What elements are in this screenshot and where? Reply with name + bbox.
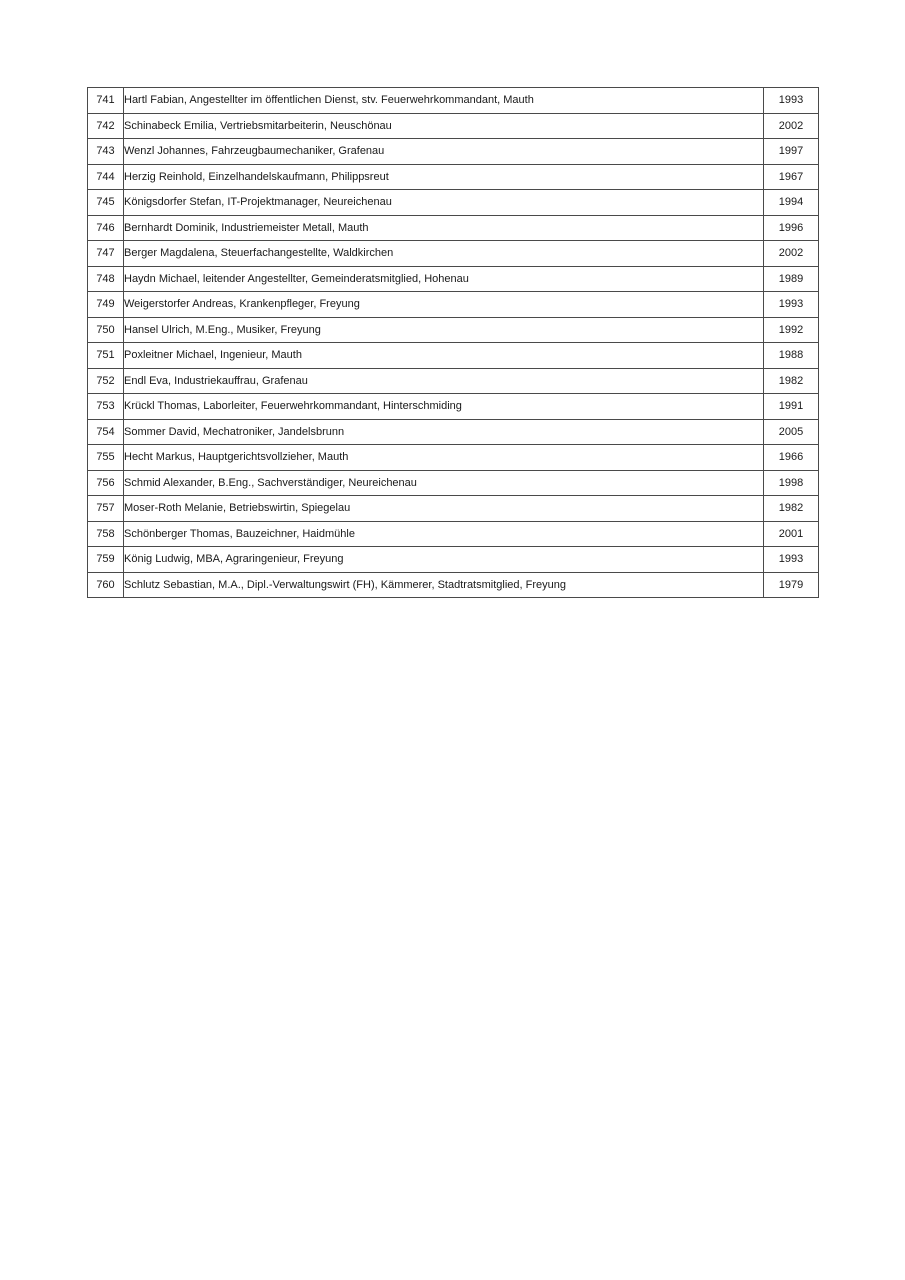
table-row	[88, 343, 819, 369]
row-number: 750	[88, 317, 124, 343]
table-row	[88, 521, 819, 547]
row-year: 1982	[764, 496, 819, 522]
row-description: Bernhardt Dominik, Industriemeister Metall, Mauth	[124, 215, 764, 241]
row-number: 755	[88, 445, 124, 471]
row-year: 1967	[764, 164, 819, 190]
row-description: Königsdorfer Stefan, IT-Projektmanager, Neureichenau	[124, 190, 764, 216]
table-row	[88, 164, 819, 190]
row-number: 744	[88, 164, 124, 190]
row-description: Berger Magdalena, Steuerfachangestellte, Waldkirchen	[124, 241, 764, 267]
table-row	[88, 445, 819, 471]
row-description: Hansel Ulrich, M.Eng., Musiker, Freyung	[124, 317, 764, 343]
row-year: 2002	[764, 241, 819, 267]
table-row	[88, 190, 819, 216]
table-row	[88, 547, 819, 573]
row-year: 2001	[764, 521, 819, 547]
row-description: Moser-Roth Melanie, Betriebswirtin, Spiegelau	[124, 496, 764, 522]
row-number: 760	[88, 572, 124, 598]
row-description: Krückl Thomas, Laborleiter, Feuerwehrkommandant, Hinterschmiding	[124, 394, 764, 420]
row-description: Weigerstorfer Andreas, Krankenpfleger, Freyung	[124, 292, 764, 318]
row-number: 754	[88, 419, 124, 445]
row-number: 753	[88, 394, 124, 420]
table-body	[88, 88, 819, 598]
row-year: 1979	[764, 572, 819, 598]
row-number: 746	[88, 215, 124, 241]
row-number: 741	[88, 88, 124, 114]
row-number: 743	[88, 139, 124, 165]
row-year: 1991	[764, 394, 819, 420]
row-description: Hecht Markus, Hauptgerichtsvollzieher, Mauth	[124, 445, 764, 471]
row-description: Haydn Michael, leitender Angestellter, Gemeinderatsmitglied, Hohenau	[124, 266, 764, 292]
row-description: Schlutz Sebastian, M.A., Dipl.-Verwaltungswirt (FH), Kämmerer, Stadtratsmitglied, Freyung	[124, 572, 764, 598]
row-year: 1994	[764, 190, 819, 216]
row-year: 1997	[764, 139, 819, 165]
table-row	[88, 368, 819, 394]
table-row	[88, 113, 819, 139]
row-description: Hartl Fabian, Angestellter im öffentlichen Dienst, stv. Feuerwehrkommandant, Mauth	[124, 88, 764, 114]
table-row	[88, 88, 819, 114]
row-number: 749	[88, 292, 124, 318]
row-number: 758	[88, 521, 124, 547]
row-year: 1966	[764, 445, 819, 471]
table-row	[88, 317, 819, 343]
table-row	[88, 394, 819, 420]
row-number: 745	[88, 190, 124, 216]
person-register-table	[87, 87, 819, 598]
table-row	[88, 241, 819, 267]
table-row	[88, 215, 819, 241]
row-number: 748	[88, 266, 124, 292]
row-year: 1988	[764, 343, 819, 369]
table-row	[88, 572, 819, 598]
table-row	[88, 419, 819, 445]
row-number: 759	[88, 547, 124, 573]
row-number: 747	[88, 241, 124, 267]
row-description: Herzig Reinhold, Einzelhandelskaufmann, Philippsreut	[124, 164, 764, 190]
row-year: 1989	[764, 266, 819, 292]
row-year: 2005	[764, 419, 819, 445]
row-description: Wenzl Johannes, Fahrzeugbaumechaniker, Grafenau	[124, 139, 764, 165]
row-description: Schinabeck Emilia, Vertriebsmitarbeiterin, Neuschönau	[124, 113, 764, 139]
row-number: 752	[88, 368, 124, 394]
row-year: 1998	[764, 470, 819, 496]
row-description: Poxleitner Michael, Ingenieur, Mauth	[124, 343, 764, 369]
row-year: 1992	[764, 317, 819, 343]
row-description: Sommer David, Mechatroniker, Jandelsbrunn	[124, 419, 764, 445]
row-year: 1996	[764, 215, 819, 241]
row-number: 742	[88, 113, 124, 139]
row-description: Schönberger Thomas, Bauzeichner, Haidmühle	[124, 521, 764, 547]
row-number: 756	[88, 470, 124, 496]
row-description: Endl Eva, Industriekauffrau, Grafenau	[124, 368, 764, 394]
row-year: 1993	[764, 547, 819, 573]
table-row	[88, 496, 819, 522]
row-year: 1993	[764, 292, 819, 318]
row-year: 1993	[764, 88, 819, 114]
row-description: König Ludwig, MBA, Agraringenieur, Freyung	[124, 547, 764, 573]
table-row	[88, 139, 819, 165]
table-row	[88, 292, 819, 318]
row-number: 751	[88, 343, 124, 369]
row-year: 2002	[764, 113, 819, 139]
table-row	[88, 266, 819, 292]
row-description: Schmid Alexander, B.Eng., Sachverständiger, Neureichenau	[124, 470, 764, 496]
table-row	[88, 470, 819, 496]
row-number: 757	[88, 496, 124, 522]
row-year: 1982	[764, 368, 819, 394]
